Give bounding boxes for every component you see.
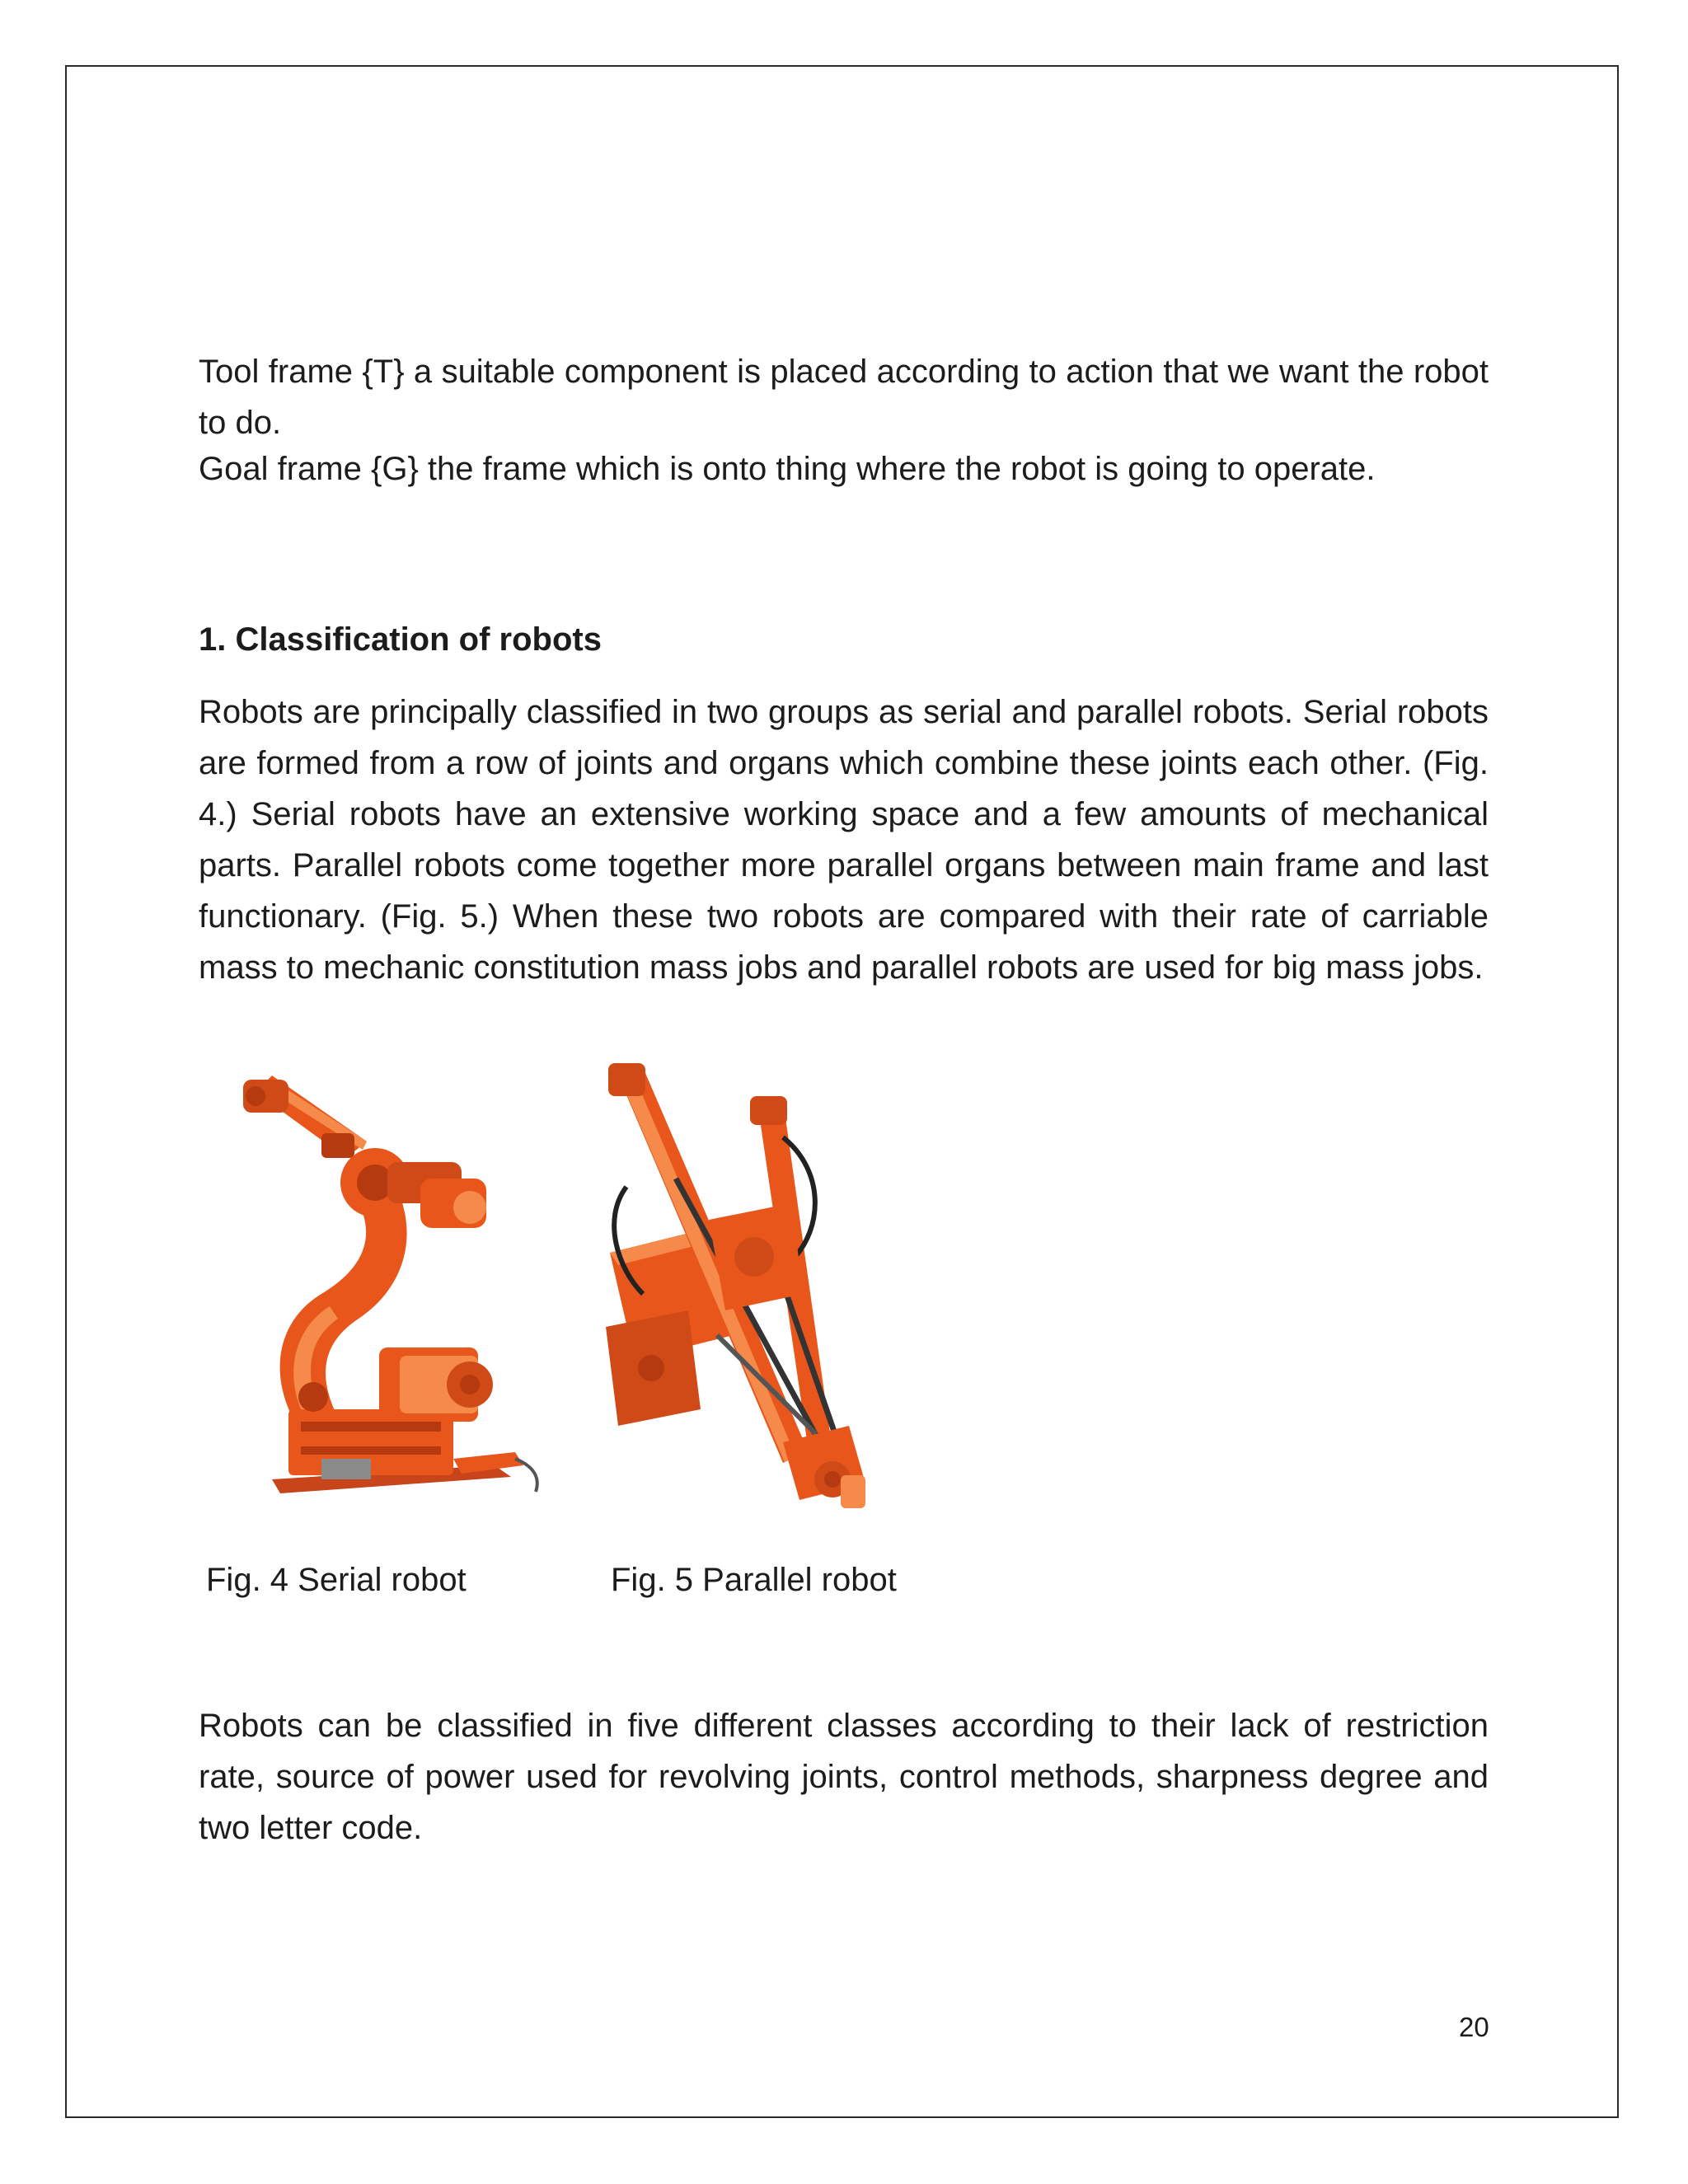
paragraph-goal-frame: Goal frame {G} the frame which is onto thing where the robot is going to operate.: [199, 451, 1376, 487]
paragraph-classification: Robots are principally classified in two groups as serial and parallel robots. Serial robots are formed from a row of joints and organs which combine these joints each other. (Fig. 4.) Serial robots have an extensive working space and a few amounts of mechanical parts. Parallel robots come together more parallel organs between main frame and last functionary. (Fig. 5.) When these two robots are compared with their rate of carriable mass to mechanic constitution mass jobs and parallel robots are used for big mass jobs.: [199, 694, 1489, 986]
parallel-robot-image: [593, 1063, 923, 1516]
paragraph-five-classes: Robots can be classified in five different classes according to their lack of restriction rate, source of power used for revolving joints, control methods, sharpness degree and two letter code.: [199, 1708, 1489, 1846]
page-number: 20: [1459, 2012, 1489, 2042]
figure-5-caption: Fig. 5 Parallel robot: [611, 1562, 897, 1598]
figure-4-caption: Fig. 4 Serial robot: [206, 1562, 467, 1598]
serial-robot-image: [223, 1071, 544, 1508]
section-heading: 1. Classification of robots: [199, 621, 602, 658]
paragraph-tool-frame: Tool frame {T} a suitable component is placed according to action that we want the robot to do.: [199, 354, 1489, 441]
